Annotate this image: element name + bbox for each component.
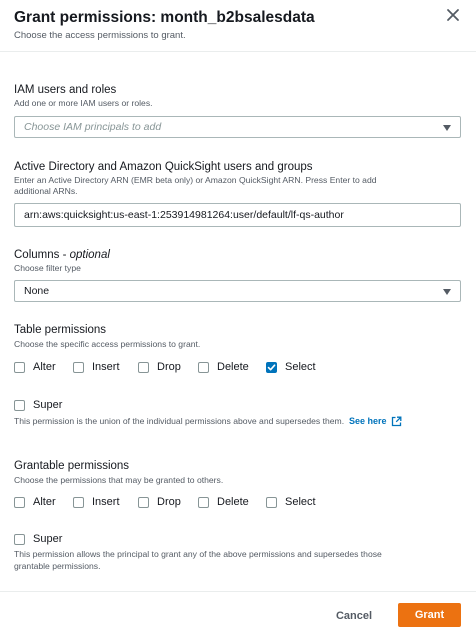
iam-hint: Add one or more IAM users or roles. bbox=[14, 98, 153, 108]
checkbox[interactable] bbox=[14, 400, 25, 411]
grant-button[interactable]: Grant bbox=[398, 603, 461, 627]
table-permissions-hint: Choose the specific access permissions to grant. bbox=[14, 339, 201, 349]
table-perm-delete[interactable] bbox=[198, 361, 249, 373]
checkbox-label: Drop bbox=[157, 361, 181, 373]
checkbox-label: Alter bbox=[33, 496, 56, 508]
iam-principals-placeholder: Choose IAM principals to add bbox=[24, 121, 162, 133]
checkbox[interactable] bbox=[266, 497, 277, 508]
grantable-perm-super[interactable] bbox=[14, 533, 62, 545]
caret-down-icon bbox=[443, 289, 451, 295]
grantable-perm-delete[interactable] bbox=[198, 496, 249, 508]
table-perm-select[interactable] bbox=[266, 361, 316, 373]
checkbox-label: Insert bbox=[92, 361, 120, 373]
table-permissions-label: Table permissions bbox=[14, 324, 107, 336]
iam-label: IAM users and roles bbox=[14, 84, 117, 96]
iam-principals-select[interactable] bbox=[14, 116, 461, 138]
table-perm-super[interactable] bbox=[14, 399, 62, 411]
checkbox-label: Delete bbox=[217, 361, 249, 373]
checkbox[interactable] bbox=[138, 362, 149, 373]
see-here-label: See here bbox=[349, 416, 387, 426]
checkbox-label: Super bbox=[33, 399, 63, 411]
external-link-icon bbox=[391, 416, 402, 427]
columns-label-text: Columns - bbox=[14, 249, 70, 261]
grantable-perm-select[interactable] bbox=[266, 496, 316, 508]
checkbox[interactable] bbox=[198, 362, 209, 373]
caret-down-icon bbox=[443, 125, 451, 131]
directory-hint-line2: additional ARNs. bbox=[14, 186, 78, 196]
table-perm-alter[interactable] bbox=[14, 361, 56, 373]
close-icon[interactable] bbox=[446, 8, 460, 22]
arn-input-value: arn:aws:quicksight:us-east-1:253914981264:user/default/lf-qs-author bbox=[24, 209, 344, 221]
table-super-note-text: This permission is the union of the individual permissions above and supersedes them. bbox=[14, 416, 345, 426]
checkbox[interactable] bbox=[14, 362, 25, 373]
grantable-perm-drop[interactable] bbox=[138, 496, 181, 508]
checkbox-checked[interactable] bbox=[266, 362, 277, 373]
columns-label-optional: optional bbox=[69, 249, 110, 261]
directory-label: Active Directory and Amazon QuickSight users and groups bbox=[14, 161, 313, 173]
checkbox-label: Drop bbox=[157, 496, 181, 508]
checkbox-label: Delete bbox=[217, 496, 249, 508]
grantable-super-note-line1: This permission allows the principal to grant any of the above permissions and supersedes those bbox=[14, 549, 382, 559]
grantable-super-note-line2: grantable permissions. bbox=[14, 561, 101, 571]
columns-hint: Choose filter type bbox=[14, 263, 81, 273]
dialog-title: Grant permissions: month_b2bsalesdata bbox=[14, 9, 315, 26]
checkbox-label: Alter bbox=[33, 361, 56, 373]
arn-input[interactable] bbox=[14, 203, 461, 227]
dialog-subtitle: Choose the access permissions to grant. bbox=[14, 30, 186, 41]
grantable-permissions-label: Grantable permissions bbox=[14, 460, 130, 472]
checkbox[interactable] bbox=[14, 497, 25, 508]
checkmark-icon bbox=[267, 363, 276, 372]
see-here-link[interactable] bbox=[346, 415, 401, 427]
table-perm-drop[interactable] bbox=[138, 361, 181, 373]
checkbox[interactable] bbox=[138, 497, 149, 508]
checkbox[interactable] bbox=[73, 497, 84, 508]
checkbox-label: Super bbox=[33, 533, 63, 545]
grantable-permissions-hint: Choose the permissions that may be granted to others. bbox=[14, 475, 224, 485]
checkbox-label: Select bbox=[285, 496, 316, 508]
grantable-perm-alter[interactable] bbox=[14, 496, 56, 508]
grantable-perm-insert[interactable] bbox=[73, 496, 120, 508]
checkbox-label: Insert bbox=[92, 496, 120, 508]
checkbox[interactable] bbox=[198, 497, 209, 508]
table-perm-insert[interactable] bbox=[73, 361, 120, 373]
checkbox-label: Select bbox=[285, 361, 316, 373]
columns-label bbox=[14, 249, 110, 261]
columns-filter-value: None bbox=[24, 285, 50, 297]
checkbox[interactable] bbox=[73, 362, 84, 373]
checkbox[interactable] bbox=[14, 534, 25, 545]
dialog-header bbox=[0, 0, 476, 52]
columns-filter-select[interactable] bbox=[14, 280, 461, 302]
table-super-note bbox=[14, 415, 402, 427]
dialog-footer bbox=[0, 591, 476, 634]
directory-hint-line1: Enter an Active Directory ARN (EMR beta only) or Amazon QuickSight ARN. Press Enter to add bbox=[14, 175, 377, 185]
cancel-button[interactable]: Cancel bbox=[335, 610, 373, 622]
